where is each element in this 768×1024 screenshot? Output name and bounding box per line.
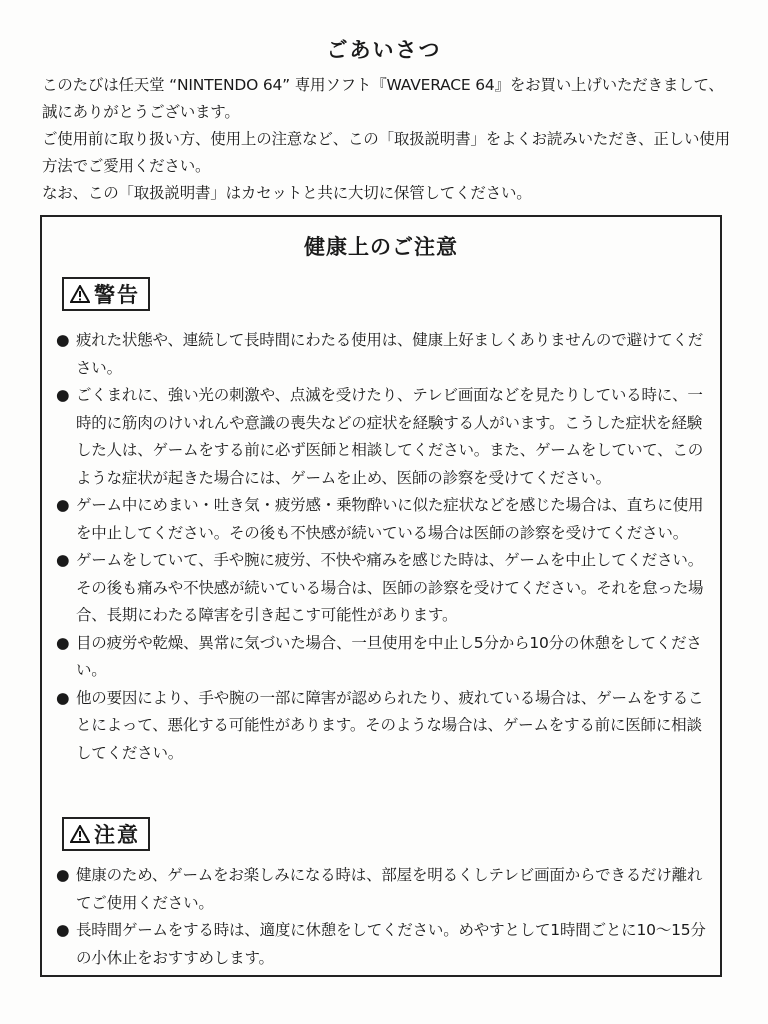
bullet: ●	[56, 331, 70, 349]
warning-item	[56, 685, 716, 768]
caution-item	[56, 917, 716, 972]
warning-item	[56, 630, 716, 685]
bullet: ●	[56, 633, 70, 652]
caution-list	[56, 862, 716, 972]
warning-label-text: 警告	[94, 283, 140, 307]
warning-item	[56, 492, 716, 547]
bullet: ●	[56, 688, 70, 707]
warning-item	[56, 382, 716, 492]
caution-item-text: 長時間ゲームをする時は、適度に休憩をしてください。めやすとして1時間ごとに10〜15分の小休止をおすすめします。	[76, 921, 706, 967]
caution-item-text: 健康のため、ゲームをお楽しみになる時は、部屋を明るくしテレビ画面からできるだけ離れてご使用ください。	[76, 866, 703, 912]
bullet: ●	[56, 866, 70, 884]
warning-item-text: ごくまれに、強い光の刺激や、点滅を受けたり、テレビ画面などを見たりしている時に、一時的に筋肉のけいれんや意識の喪失などの症状を経験する人がいます。こうした症状を経験した人は、ゲームをする前に必ず医師と相談してください。また、ゲームをしていて、このような症状が起きた場合には、ゲームを止め、医師の診察を受けてください。	[76, 386, 703, 487]
warning-item-text: 目の疲労や乾燥、異常に気づいた場合、一旦使用を中止し5分から10分の休憩をしてください。	[76, 633, 702, 679]
health-notice-box	[40, 215, 722, 977]
health-notice-title: 健康上のご注意	[304, 235, 458, 259]
warning-triangle-icon	[70, 285, 90, 303]
intro-paragraph: なお、この「取扱説明書」はカセットと共に大切に保管してください。	[42, 184, 532, 202]
warning-item	[56, 327, 716, 382]
warning-item	[56, 547, 716, 630]
warning-item-text: ゲームをしていて、手や腕に疲労、不快や痛みを感じた時は、ゲームを中止してください。その後も痛みや不快感が続いている場合は、医師の診察を受けてください。それを怠った場合、長期にわたる障害を引き起こす可能性があります。	[76, 551, 704, 624]
warning-list	[56, 327, 716, 767]
warning-item-text: ゲーム中にめまい・吐き気・疲労感・乗物酔いに似た症状などを感じた場合は、直ちに使用を中止してください。その後も不快感が続いている場合は医師の診察を受けてください。	[76, 496, 704, 542]
caution-label	[62, 817, 150, 851]
warning-label	[62, 277, 150, 311]
warning-item-text: 他の要因により、手や腕の一部に障害が認められたり、疲れている場合は、ゲームをすることによって、悪化する可能性があります。そのような場合は、ゲームをする前に医師に相談してください。	[76, 688, 704, 762]
intro-section	[42, 72, 732, 207]
caution-label-text: 注意	[94, 823, 140, 847]
intro-paragraph: このたびは任天堂 “NINTENDO 64” 専用ソフト『WAVERACE 64』をお買い上げいただきまして、誠にありがとうございます。	[42, 76, 724, 121]
warning-triangle-icon	[70, 825, 90, 843]
bullet: ●	[56, 551, 70, 569]
bullet: ●	[56, 921, 70, 939]
page-title: ごあいさつ	[326, 38, 442, 62]
bullet: ●	[56, 386, 70, 404]
intro-paragraph: ご使用前に取り扱い方、使用上の注意など、この「取扱説明書」をよくお読みいただき、正しい使用方法でご愛用ください。	[42, 130, 730, 175]
bullet: ●	[56, 496, 70, 514]
caution-item	[56, 862, 716, 917]
warning-item-text: 疲れた状態や、連続して長時間にわたる使用は、健康上好ましくありませんので避けてください。	[76, 331, 703, 377]
